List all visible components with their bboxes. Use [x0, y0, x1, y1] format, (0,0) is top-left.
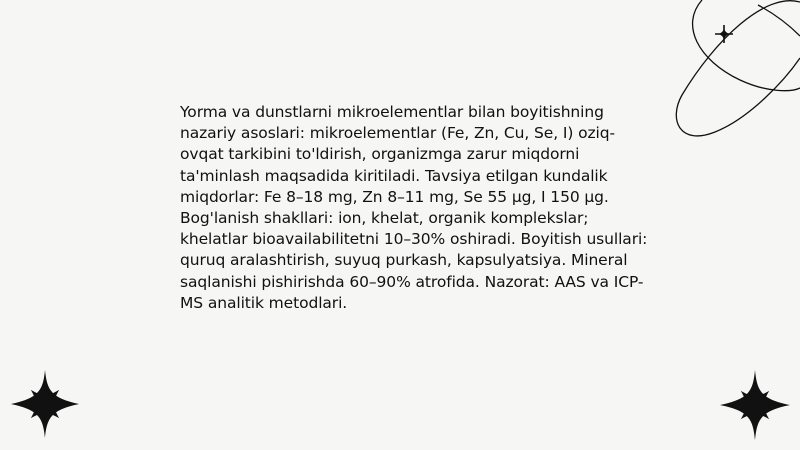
- slide-body-text: Yorma va dunstlarni mikroelementlar bilan boyitishning nazariy asoslari: mikroelementlar (Fe, Zn, Cu, Se, I) oziq-ovqat tarkibini to'ldirish, organizmga zarur miqdorni ta'minlash maqsadida kiritiladi. Tavsiya etilgan kundalik miqdorlar: Fe 8–18 mg, Zn 8–11 mg, Se 55 µg, I 150 µg. Bog'lanish shakllari: ion, khelat, organik komplekslar; khelatlar bioavailabilitetni 10–30% oshiradi. Boyitish usullari: quruq aralashtirish, suyuq purkash, kapsulyatsiya. Mineral saqlanishi pishirishda 60–90% atrofida. Nazorat: AAS va ICP-MS analitik metodlari.: [180, 103, 648, 312]
- four-point-star-icon: [720, 370, 790, 440]
- orbit-lines-icon: [660, 0, 800, 150]
- four-point-star-icon: [11, 370, 79, 438]
